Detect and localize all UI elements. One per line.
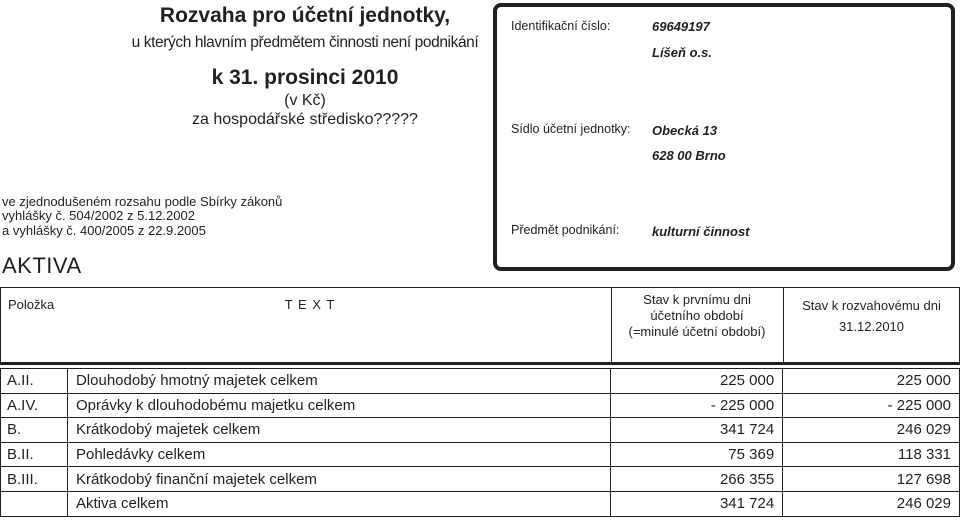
row-curr: 118 331 [783,442,960,467]
seat-city: 628 00 Brno [652,148,726,163]
table-row [1,467,960,492]
cost-center: za hospodářské středisko????? [192,111,418,128]
activity-value: kulturní činnost [652,224,750,239]
row-text: Dlouhodobý hmotný majetek celkem [67,369,610,394]
table-row [1,442,960,467]
row-curr: - 225 000 [783,393,960,418]
row-item: A.II. [1,369,68,394]
section-title: AKTIVA [2,253,82,278]
row-prev: 341 724 [611,491,783,516]
row-curr: 127 698 [783,467,960,492]
col-header-curr-line1: Stav k rozvahovému dni [802,298,941,313]
legal-line-3: a vyhlášky č. 400/2005 z 22.9.2005 [2,223,206,238]
row-prev: 75 369 [611,442,783,467]
row-curr: 225 000 [783,369,960,394]
document-title: Rozvaha pro účetní jednotky, [159,4,451,27]
row-item: B. [1,418,68,443]
row-text: Aktiva celkem [67,491,610,516]
balance-date: k 31. prosinci 2010 [211,66,399,89]
row-text: Oprávky k dlouhodobému majetku celkem [67,393,610,418]
col-header-prev-line3: (=minulé účetní období) [628,324,766,339]
currency-unit: (v Kč) [284,92,326,109]
col-header-item: Položka [8,297,55,312]
row-curr: 246 029 [783,491,960,516]
col-header-prev-line2: účetního období [650,308,744,323]
row-text: Krátkodobý majetek celkem [67,418,610,443]
table-row [1,393,960,418]
table-row [1,369,960,394]
id-label: Identifikační číslo: [511,19,611,33]
row-prev: 266 355 [611,467,783,492]
col-header-curr-line2: 31.12.2010 [838,319,905,334]
row-prev: 341 724 [611,418,783,443]
entity-name: Líšeň o.s. [652,45,712,60]
row-prev: 225 000 [611,369,783,394]
row-item: A.IV. [1,393,68,418]
row-text: Krátkodobý finanční majetek celkem [67,467,610,492]
row-item [1,491,68,516]
document-subtitle: u kterých hlavním předmětem činnosti není podnikání [131,34,479,51]
col-header-text: T E X T [284,297,336,312]
col-header-prev [611,292,783,340]
row-curr: 246 029 [783,418,960,443]
assets-table [0,368,960,517]
legal-line-2: vyhlášky č. 504/2002 z 5.12.2002 [2,208,195,223]
activity-label: Předmět podnikání: [511,223,620,237]
col-header-prev-line1: Stav k prvnímu dni [643,292,751,307]
id-value: 69649197 [652,19,710,34]
row-item: B.III. [1,467,68,492]
row-item: B.II. [1,442,68,467]
table-row [1,418,960,443]
seat-label: Sídlo účetní jednotky: [511,122,631,136]
row-text: Pohledávky celkem [67,442,610,467]
seat-street: Obecká 13 [652,123,718,138]
total-row [1,491,960,516]
row-prev: - 225 000 [611,393,783,418]
legal-line-1: ve zjednodušeném rozsahu podle Sbírky zákonů [2,194,283,209]
